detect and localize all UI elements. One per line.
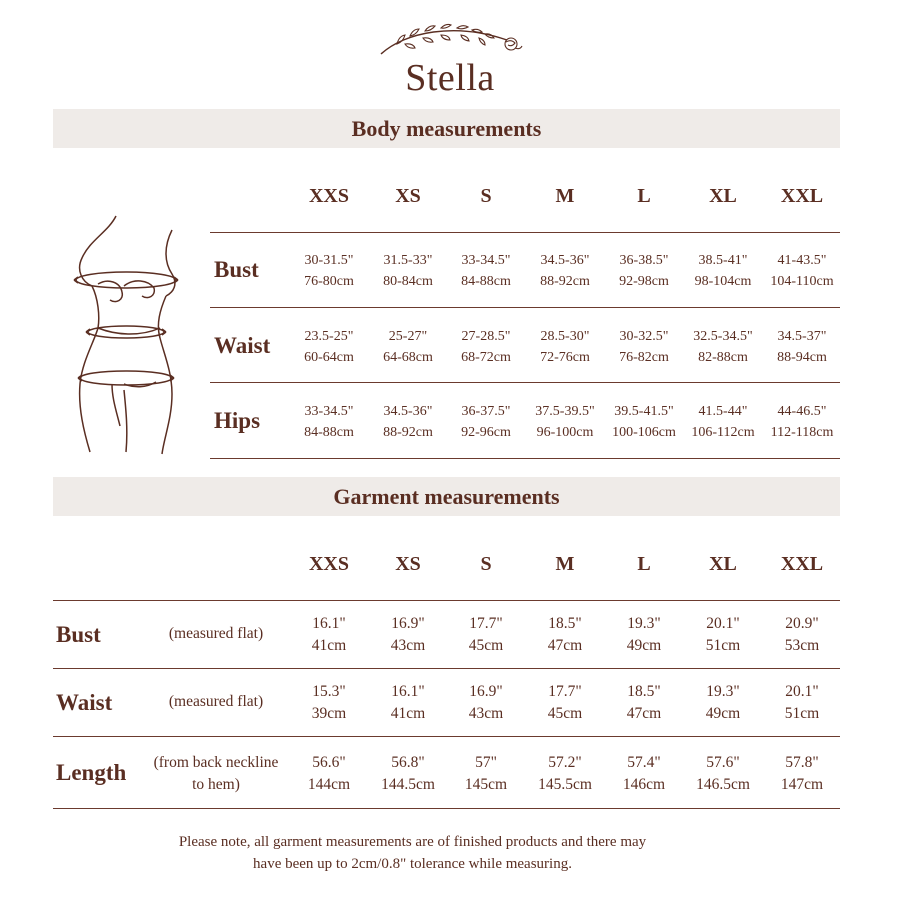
row-note: (measured flat): [168, 625, 264, 642]
cell-inches: 16.1": [391, 683, 425, 700]
cell-cm: 145cm: [464, 776, 508, 793]
cell-cm: 84-88cm: [461, 274, 511, 289]
cell-cm: 144.5cm: [381, 776, 435, 793]
body-table-rule: [210, 458, 840, 459]
table-cell: [446, 401, 526, 443]
cell-inches: 34.5-37": [777, 329, 827, 344]
cell-inches: 17.7": [469, 615, 503, 632]
cell-cm: 47cm: [547, 637, 583, 654]
footnote-line: Please note, all garment measurements are of finished products and there may: [178, 834, 647, 850]
table-cell: [525, 613, 605, 657]
cell-cm: 49cm: [705, 705, 741, 722]
table-cell: [289, 613, 369, 657]
table-cell: [762, 250, 842, 292]
table-cell: [604, 752, 684, 796]
cell-inches: 33-34.5": [461, 253, 511, 268]
table-cell: [604, 250, 684, 292]
table-cell: [683, 250, 763, 292]
cell-inches: 16.9": [391, 615, 425, 632]
garment-table-rule: [53, 736, 840, 737]
size-header: L: [637, 553, 651, 575]
table-cell: [446, 250, 526, 292]
table-cell: [762, 681, 842, 725]
cell-inches: 34.5-36": [540, 253, 590, 268]
row-note-line: (from back neckline: [153, 754, 279, 771]
cell-inches: 30-32.5": [619, 329, 669, 344]
cell-inches: 56.6": [312, 754, 346, 771]
cell-cm: 76-80cm: [304, 274, 354, 289]
table-cell: [604, 326, 684, 368]
garment-section-title: Garment measurements: [53, 477, 840, 516]
garment-table-rule: [53, 808, 840, 809]
footnote-line: have been up to 2cm/0.8" tolerance while measuring.: [253, 856, 572, 872]
cell-inches: 44-46.5": [777, 404, 827, 419]
row-label: Hips: [214, 408, 261, 433]
table-cell: [683, 401, 763, 443]
cell-cm: 82-88cm: [698, 350, 748, 365]
cell-inches: 33-34.5": [304, 404, 354, 419]
cell-cm: 144cm: [307, 776, 351, 793]
cell-cm: 68-72cm: [461, 350, 511, 365]
footnote: [100, 831, 725, 875]
cell-inches: 15.3": [312, 683, 346, 700]
cell-cm: 106-112cm: [691, 425, 755, 440]
table-cell: [368, 250, 448, 292]
table-cell: [289, 401, 369, 443]
cell-cm: 49cm: [626, 637, 662, 654]
cell-cm: 45cm: [468, 637, 504, 654]
cell-cm: 39cm: [311, 705, 347, 722]
cell-inches: 31.5-33": [383, 253, 433, 268]
table-cell: [289, 681, 369, 725]
cell-cm: 88-94cm: [777, 350, 827, 365]
cell-inches: 27-28.5": [461, 329, 511, 344]
body-table-rule: [210, 232, 840, 233]
size-header: XL: [709, 553, 737, 575]
size-header: M: [555, 185, 575, 207]
row-label: Bust: [214, 257, 259, 282]
table-cell: [604, 401, 684, 443]
table-cell: [525, 326, 605, 368]
table-cell: [604, 681, 684, 725]
table-cell: [762, 326, 842, 368]
cell-inches: 30-31.5": [304, 253, 354, 268]
cell-inches: 32.5-34.5": [693, 329, 753, 344]
table-cell: [683, 681, 763, 725]
body-silhouette-icon: [68, 212, 188, 462]
cell-cm: 64-68cm: [383, 350, 433, 365]
cell-inches: 34.5-36": [383, 404, 433, 419]
table-cell: [525, 752, 605, 796]
cell-cm: 72-76cm: [540, 350, 590, 365]
cell-inches: 36-38.5": [619, 253, 669, 268]
table-cell: [604, 613, 684, 657]
cell-inches: 57.4": [627, 754, 661, 771]
table-cell: [446, 752, 526, 796]
row-label: Waist: [56, 690, 113, 715]
size-header: XXS: [308, 553, 349, 575]
cell-cm: 100-106cm: [612, 425, 676, 440]
table-cell: [525, 401, 605, 443]
cell-cm: 92-98cm: [619, 274, 669, 289]
table-cell: [762, 613, 842, 657]
cell-cm: 45cm: [547, 705, 583, 722]
size-header: S: [480, 553, 492, 575]
table-cell: [289, 250, 369, 292]
size-header: S: [480, 185, 492, 207]
cell-inches: 41.5-44": [698, 404, 748, 419]
cell-cm: 146.5cm: [696, 776, 750, 793]
cell-cm: 76-82cm: [619, 350, 669, 365]
cell-cm: 51cm: [784, 705, 820, 722]
row-label: Waist: [214, 333, 271, 358]
table-cell: [289, 752, 369, 796]
cell-cm: 84-88cm: [304, 425, 354, 440]
cell-inches: 18.5": [548, 615, 582, 632]
cell-cm: 43cm: [390, 637, 426, 654]
cell-cm: 147cm: [780, 776, 824, 793]
table-cell: [289, 326, 369, 368]
table-cell: [683, 326, 763, 368]
cell-inches: 36-37.5": [461, 404, 511, 419]
body-table-rule: [210, 307, 840, 308]
table-cell: [368, 752, 448, 796]
cell-cm: 60-64cm: [304, 350, 354, 365]
cell-cm: 41cm: [311, 637, 347, 654]
cell-inches: 37.5-39.5": [535, 404, 595, 419]
garment-table-rule: [53, 668, 840, 669]
cell-inches: 17.7": [548, 683, 582, 700]
row-label: Length: [56, 760, 127, 785]
cell-inches: 41-43.5": [777, 253, 827, 268]
row-note: [144, 752, 288, 796]
cell-cm: 88-92cm: [540, 274, 590, 289]
cell-inches: 16.1": [312, 615, 346, 632]
table-cell: [762, 752, 842, 796]
size-header: XS: [395, 553, 421, 575]
row-note-line: to hem): [192, 776, 240, 793]
cell-cm: 146cm: [622, 776, 666, 793]
cell-inches: 56.8": [391, 754, 425, 771]
row-label: Bust: [56, 622, 101, 647]
table-cell: [525, 250, 605, 292]
cell-cm: 98-104cm: [694, 274, 752, 289]
cell-cm: 145.5cm: [538, 776, 592, 793]
cell-cm: 47cm: [626, 705, 662, 722]
size-header: XL: [709, 185, 737, 207]
cell-cm: 92-96cm: [461, 425, 511, 440]
cell-cm: 96-100cm: [536, 425, 594, 440]
table-cell: [368, 681, 448, 725]
cell-inches: 57": [475, 754, 497, 771]
table-cell: [368, 613, 448, 657]
body-section-title: Body measurements: [53, 109, 840, 148]
table-cell: [762, 401, 842, 443]
table-cell: [525, 681, 605, 725]
size-header: XXL: [780, 185, 824, 207]
cell-inches: 39.5-41.5": [614, 404, 674, 419]
cell-cm: 104-110cm: [770, 274, 834, 289]
cell-cm: 41cm: [390, 705, 426, 722]
body-table-rule: [210, 382, 840, 383]
cell-cm: 43cm: [468, 705, 504, 722]
table-cell: [446, 613, 526, 657]
cell-inches: 28.5-30": [540, 329, 590, 344]
size-header: XS: [395, 185, 421, 207]
cell-inches: 20.1": [706, 615, 740, 632]
cell-cm: 51cm: [705, 637, 741, 654]
table-cell: [368, 326, 448, 368]
cell-inches: 16.9": [469, 683, 503, 700]
cell-cm: 80-84cm: [383, 274, 433, 289]
garment-table-rule: [53, 600, 840, 601]
cell-inches: 57.6": [706, 754, 740, 771]
cell-inches: 57.8": [785, 754, 819, 771]
table-cell: [683, 613, 763, 657]
brand-name: Stella: [405, 57, 495, 99]
table-cell: [446, 681, 526, 725]
cell-inches: 57.2": [548, 754, 582, 771]
cell-inches: 19.3": [706, 683, 740, 700]
cell-cm: 88-92cm: [383, 425, 433, 440]
cell-cm: 112-118cm: [770, 425, 834, 440]
size-header: XXS: [308, 185, 349, 207]
cell-inches: 20.9": [785, 615, 819, 632]
cell-inches: 38.5-41": [698, 253, 748, 268]
row-note: (measured flat): [168, 693, 264, 710]
cell-inches: 23.5-25": [304, 329, 354, 344]
size-header: L: [637, 185, 651, 207]
cell-inches: 20.1": [785, 683, 819, 700]
size-header: XXL: [780, 553, 824, 575]
cell-inches: 18.5": [627, 683, 661, 700]
cell-cm: 53cm: [784, 637, 820, 654]
cell-inches: 25-27": [388, 329, 428, 344]
cell-inches: 19.3": [627, 615, 661, 632]
table-cell: [368, 401, 448, 443]
size-header: M: [555, 553, 575, 575]
table-cell: [446, 326, 526, 368]
table-cell: [683, 752, 763, 796]
